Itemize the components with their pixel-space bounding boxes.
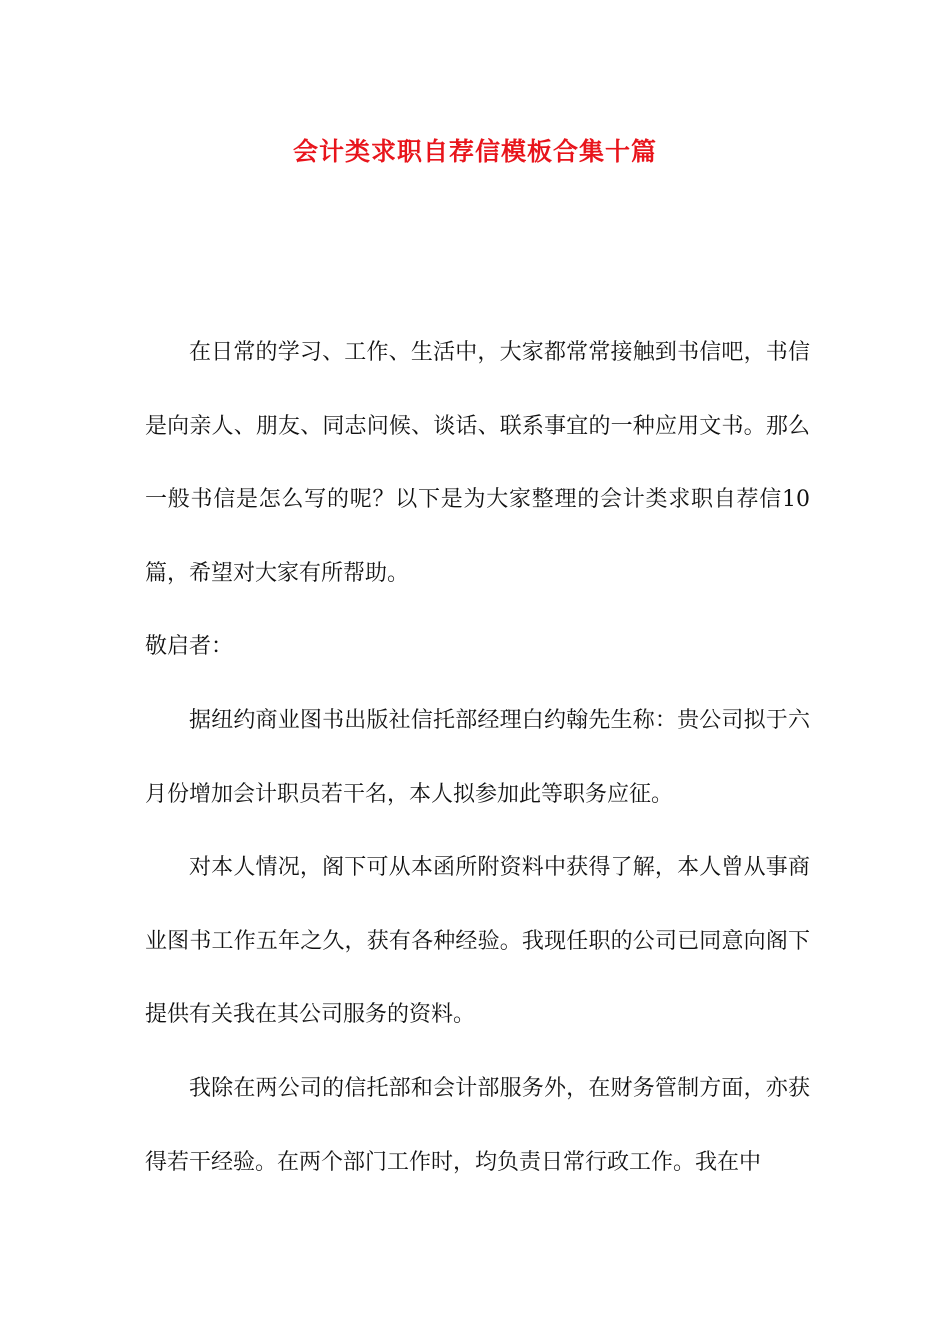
paragraph-experience: 对本人情况，阁下可从本函所附资料中获得了解，本人曾从事商业图书工作五年之久，获有各种经验。我现任职的公司已同意向阁下提供有关我在其公司服务的资料。	[145, 855, 810, 1028]
paragraph-salutation: 敬启者：	[145, 634, 234, 660]
paragraph-application: 据纽约商业图书出版社信托部经理白约翰先生称：贵公司拟于六月份增加会计职员若干名，本人拟参加此等职务应征。	[145, 707, 810, 807]
paragraph-additional-experience: 我除在两公司的信托部和会计部服务外，在财务管制方面，亦获得若干经验。在两个部门工作时，均负责日常行政工作。我在中	[145, 1075, 810, 1175]
paragraph-intro: 在日常的学习、工作、生活中，大家都常常接触到书信吧，书信是向亲人、朋友、同志问候、谈话、联系事宜的一种应用文书。那么一般书信是怎么写的呢？以下是为大家整理的会计类求职自荐信10篇，希望对大家有所帮助。	[145, 340, 810, 586]
document-title: 会计类求职自荐信模板合集十篇	[292, 137, 657, 166]
document-body	[145, 316, 810, 1199]
